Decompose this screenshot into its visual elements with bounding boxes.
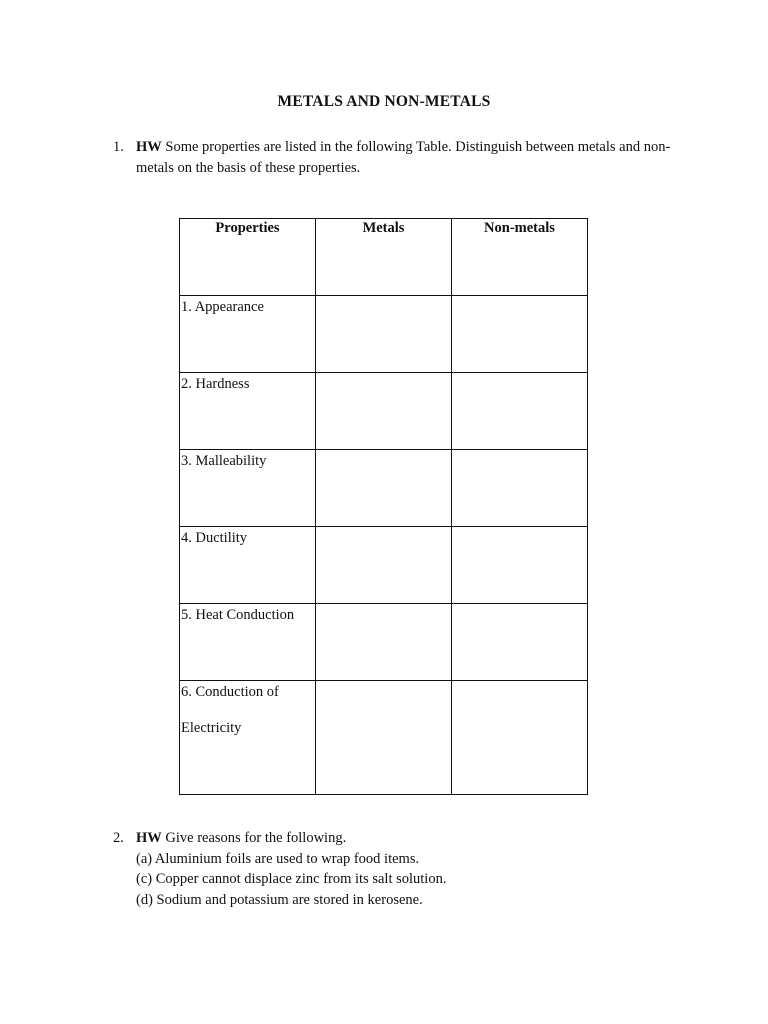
property-cell: 3. Malleability — [180, 450, 316, 527]
header-non-metals: Non-metals — [452, 219, 588, 296]
property-cell: 5. Heat Conduction — [180, 604, 316, 681]
property-line-1: 6. Conduction of — [181, 684, 279, 700]
table-row — [180, 681, 588, 795]
page-title: METALS AND NON-METALS — [277, 93, 491, 110]
non-metals-cell — [452, 681, 588, 795]
property-cell: 1. Appearance — [180, 296, 316, 373]
property-cell — [180, 681, 316, 795]
non-metals-cell — [452, 296, 588, 373]
question-2-tag: HW — [136, 830, 162, 846]
header-metals: Metals — [316, 219, 452, 296]
non-metals-cell — [452, 450, 588, 527]
question-2 — [113, 828, 673, 910]
question-1-tag: HW — [136, 139, 162, 155]
question-1-body — [136, 137, 673, 178]
non-metals-cell — [452, 527, 588, 604]
question-2-number: 2. — [113, 830, 124, 846]
non-metals-cell — [452, 373, 588, 450]
table-row — [180, 296, 588, 373]
question-2-body — [136, 828, 673, 910]
properties-table — [179, 218, 588, 795]
metals-cell — [316, 604, 452, 681]
metals-cell — [316, 681, 452, 795]
reason-item: (d) Sodium and potassium are stored in kerosene. — [136, 891, 423, 908]
metals-cell — [316, 373, 452, 450]
table-row — [180, 450, 588, 527]
reason-item: (c) Copper cannot displace zinc from its salt solution. — [136, 871, 447, 887]
metals-cell — [316, 450, 452, 527]
table-header-row — [180, 219, 588, 296]
header-properties: Properties — [180, 219, 316, 296]
table-row — [180, 373, 588, 450]
property-cell: 2. Hardness — [180, 373, 316, 450]
reason-item: (a) Aluminium foils are used to wrap food items. — [136, 850, 420, 867]
property-line-2: Electricity — [181, 720, 242, 736]
question-1-text: Some properties are listed in the following Table. Distinguish between metals and non-metals on the basis of these properties. — [136, 139, 671, 176]
table-row — [180, 527, 588, 604]
question-2-text: Give reasons for the following. — [165, 830, 347, 846]
table-row — [180, 604, 588, 681]
non-metals-cell — [452, 604, 588, 681]
property-cell: 4. Ductility — [180, 527, 316, 604]
metals-cell — [316, 527, 452, 604]
question-1 — [113, 137, 673, 178]
question-1-number: 1. — [113, 139, 124, 155]
metals-cell — [316, 296, 452, 373]
